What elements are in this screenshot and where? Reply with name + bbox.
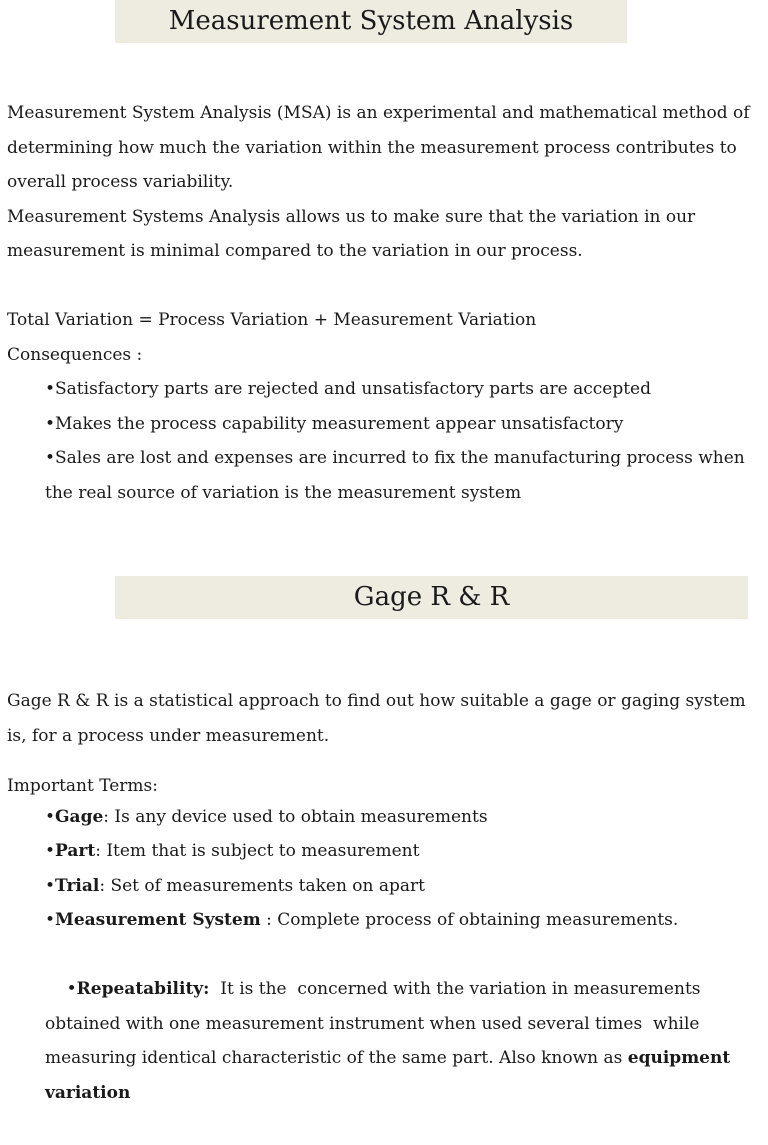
msa-intro-paragraph-1: Measurement System Analysis (MSA) is an experimental and mathematical method of determining how much the variation within the measurement process contributes to overall process variability.: [7, 103, 750, 192]
bullet: •: [45, 875, 56, 896]
consequence-item: •Sales are lost and expenses are incurred to fix the manufacturing process when the real source of variation is the measurement system: [45, 448, 745, 503]
consequence-item: •Satisfactory parts are rejected and unsatisfactory parts are accepted: [45, 379, 651, 399]
term-name: Gage: [55, 806, 104, 827]
term-definition: It is the concerned with the variation in measurements obtained with one measurement instrument when used several times while measuring identical characteristic of the same part. Also known as: [45, 979, 706, 1068]
important-terms-label: Important Terms:: [7, 776, 159, 796]
term-item: [7, 800, 763, 835]
gage-rr-title-banner: [115, 576, 748, 619]
bullet: •: [45, 841, 56, 861]
msa-formula-section: [7, 303, 763, 510]
msa-intro: [7, 96, 763, 269]
gage-rr-description-section: [7, 684, 763, 753]
term-name: Trial: [55, 875, 100, 896]
bullet: •: [66, 979, 77, 999]
msa-intro-paragraph-2: Measurement Systems Analysis allows us to make sure that the variation in our measurement is minimal compared to the variation in our process.: [7, 206, 696, 261]
important-terms-section: [7, 769, 763, 1145]
term-definition: : Item that is subject to measurement: [95, 841, 420, 861]
term-definition: : Set of measurements taken on apart: [99, 875, 425, 896]
term-item: [7, 869, 763, 904]
msa-title: Measurement System Analysis: [168, 6, 574, 36]
term-item: [7, 938, 763, 1145]
gage-rr-description: Gage R & R is a statistical approach to find out how suitable a gage or gaging system is, for a process under measurement.: [7, 691, 746, 746]
total-variation-formula: Total Variation = Process Variation + Measurement Variation: [7, 310, 537, 330]
bullet: •: [45, 910, 56, 930]
term-definition: : Is any device used to obtain measurements: [103, 806, 488, 827]
term-emphasis: equipment variation: [45, 1048, 737, 1103]
gage-rr-title: Gage R & R: [353, 582, 510, 612]
consequence-item: •Makes the process capability measurement appear unsatisfactory: [45, 413, 624, 434]
term-definition: : Complete process of obtaining measurements.: [260, 910, 679, 930]
term-item: [7, 834, 763, 869]
term-name: Part: [55, 841, 96, 861]
term-item: [7, 903, 763, 938]
bullet: •: [45, 806, 56, 827]
msa-title-banner: [115, 0, 627, 43]
term-name: Repeatability:: [76, 979, 210, 999]
term-name: Measurement System: [55, 910, 261, 930]
consequences-label: Consequences :: [7, 344, 143, 365]
